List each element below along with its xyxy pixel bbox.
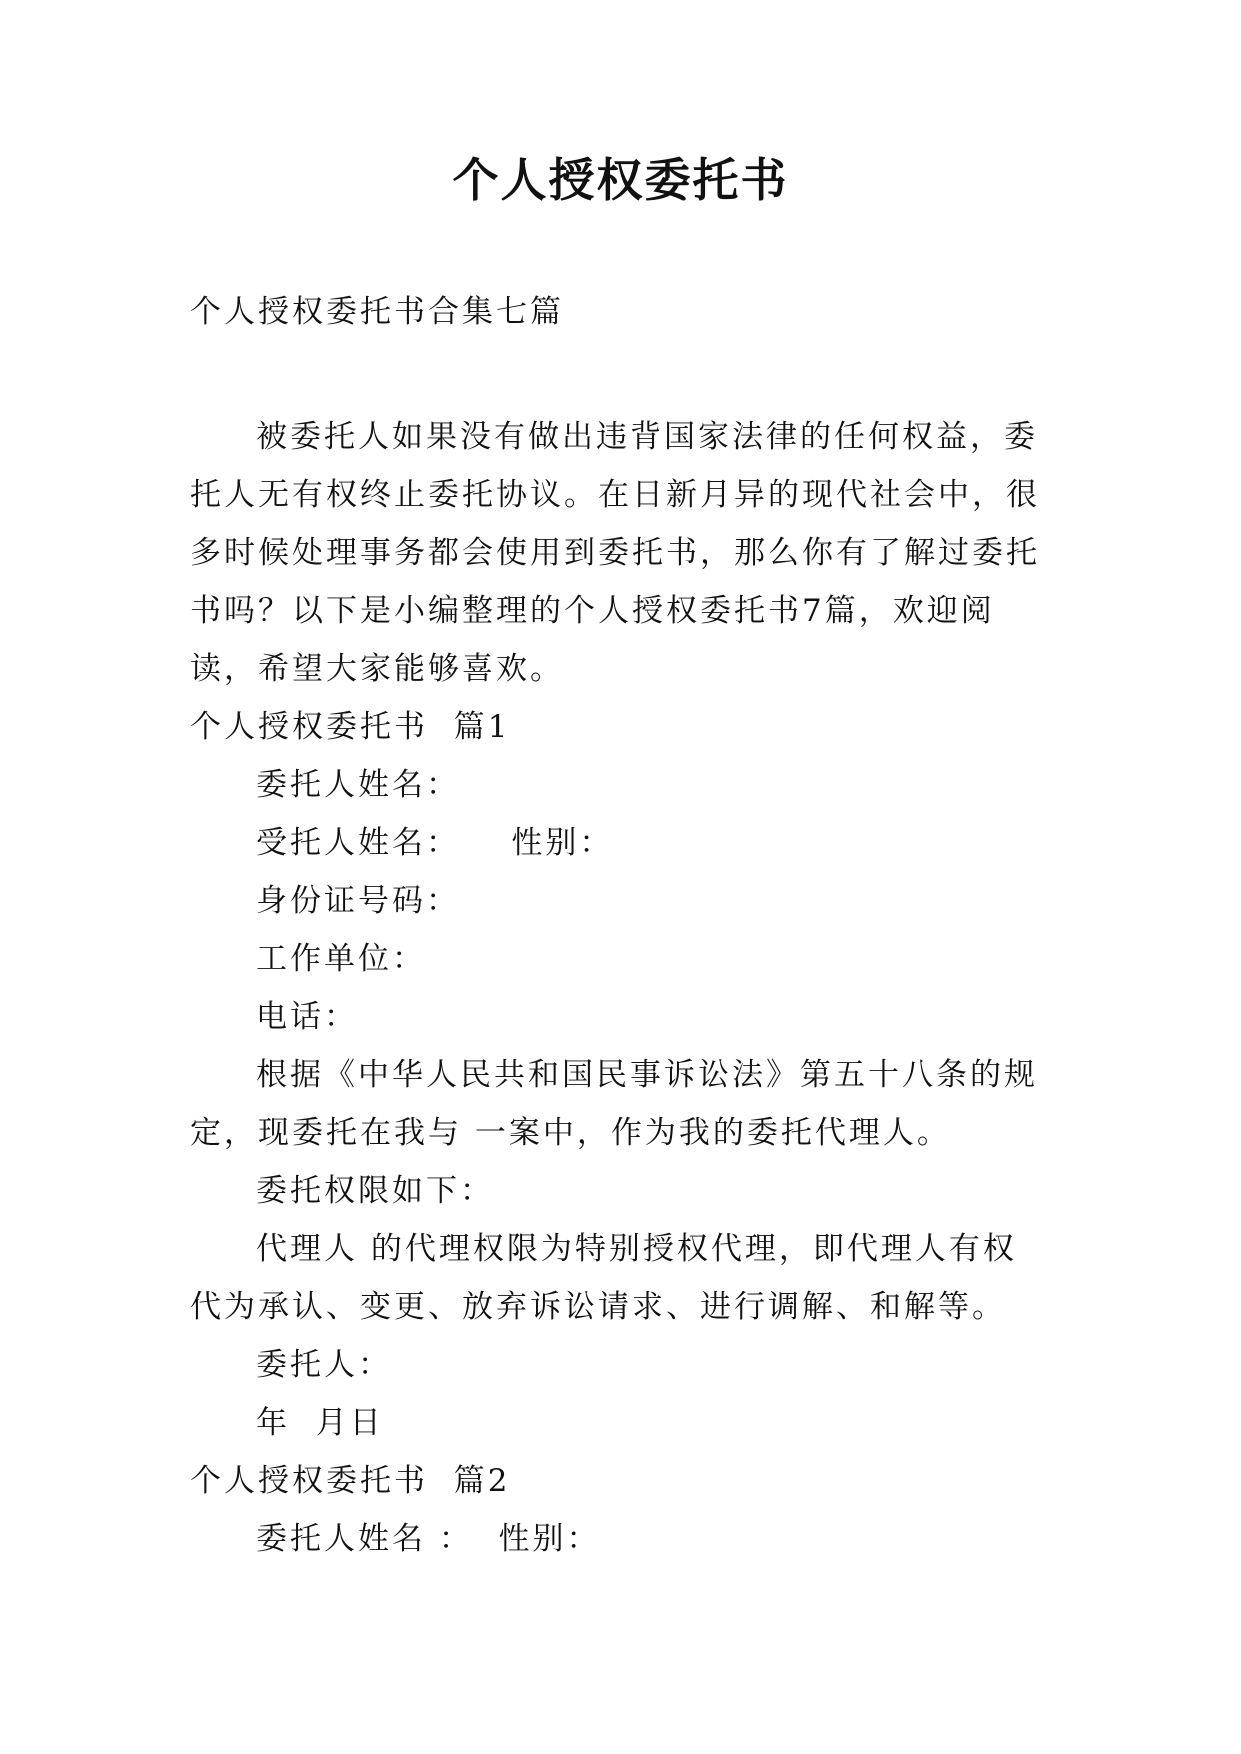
client-name-field: 委托人姓名：: [256, 767, 460, 803]
document-body: [190, 292, 1050, 1568]
document-title: 个人授权委托书: [452, 153, 789, 207]
intro-paragraph: 被委托人如果没有做出违背国家法律的任何权益，委托人无有权终止委托协议。在日新月异的现代社会中，很多时候处理事务都会使用到委托书，那么你有了解过委托书吗？以下是小编整理的个人授权委托书7篇，欢迎阅读，希望大家能够喜欢。: [190, 419, 1040, 687]
signature-field: 委托人：: [256, 1347, 392, 1383]
id-number-field: 身份证号码：: [256, 883, 460, 919]
agent-name-gender-field: 受托人姓名： 性别：: [256, 825, 614, 861]
scope-label: 委托权限如下：: [256, 1173, 494, 1209]
client-name-gender-field: 委托人姓名 ： 性别：: [256, 1521, 601, 1557]
scope-paragraph: 代理人 的代理权限为特别授权代理，即代理人有权代为承认、变更、放弃诉讼请求、进行调解、和解等。: [190, 1231, 1017, 1325]
section-2: [190, 1452, 1050, 1568]
authorization-paragraph: 根据《中华人民共和国民事诉讼法》第五十八条的规定，现委托在我与 一案中，作为我的委托代理人。: [190, 1057, 1038, 1151]
document-subtitle: 个人授权委托书合集七篇: [190, 294, 564, 330]
section-1-heading: 个人授权委托书 篇1: [190, 709, 511, 745]
section-2-heading: 个人授权委托书 篇2: [190, 1463, 511, 1499]
date-field: 年 月日: [256, 1405, 384, 1441]
phone-field: 电话：: [256, 999, 358, 1035]
section-1: [190, 698, 1050, 1452]
work-unit-field: 工作单位：: [256, 941, 426, 977]
